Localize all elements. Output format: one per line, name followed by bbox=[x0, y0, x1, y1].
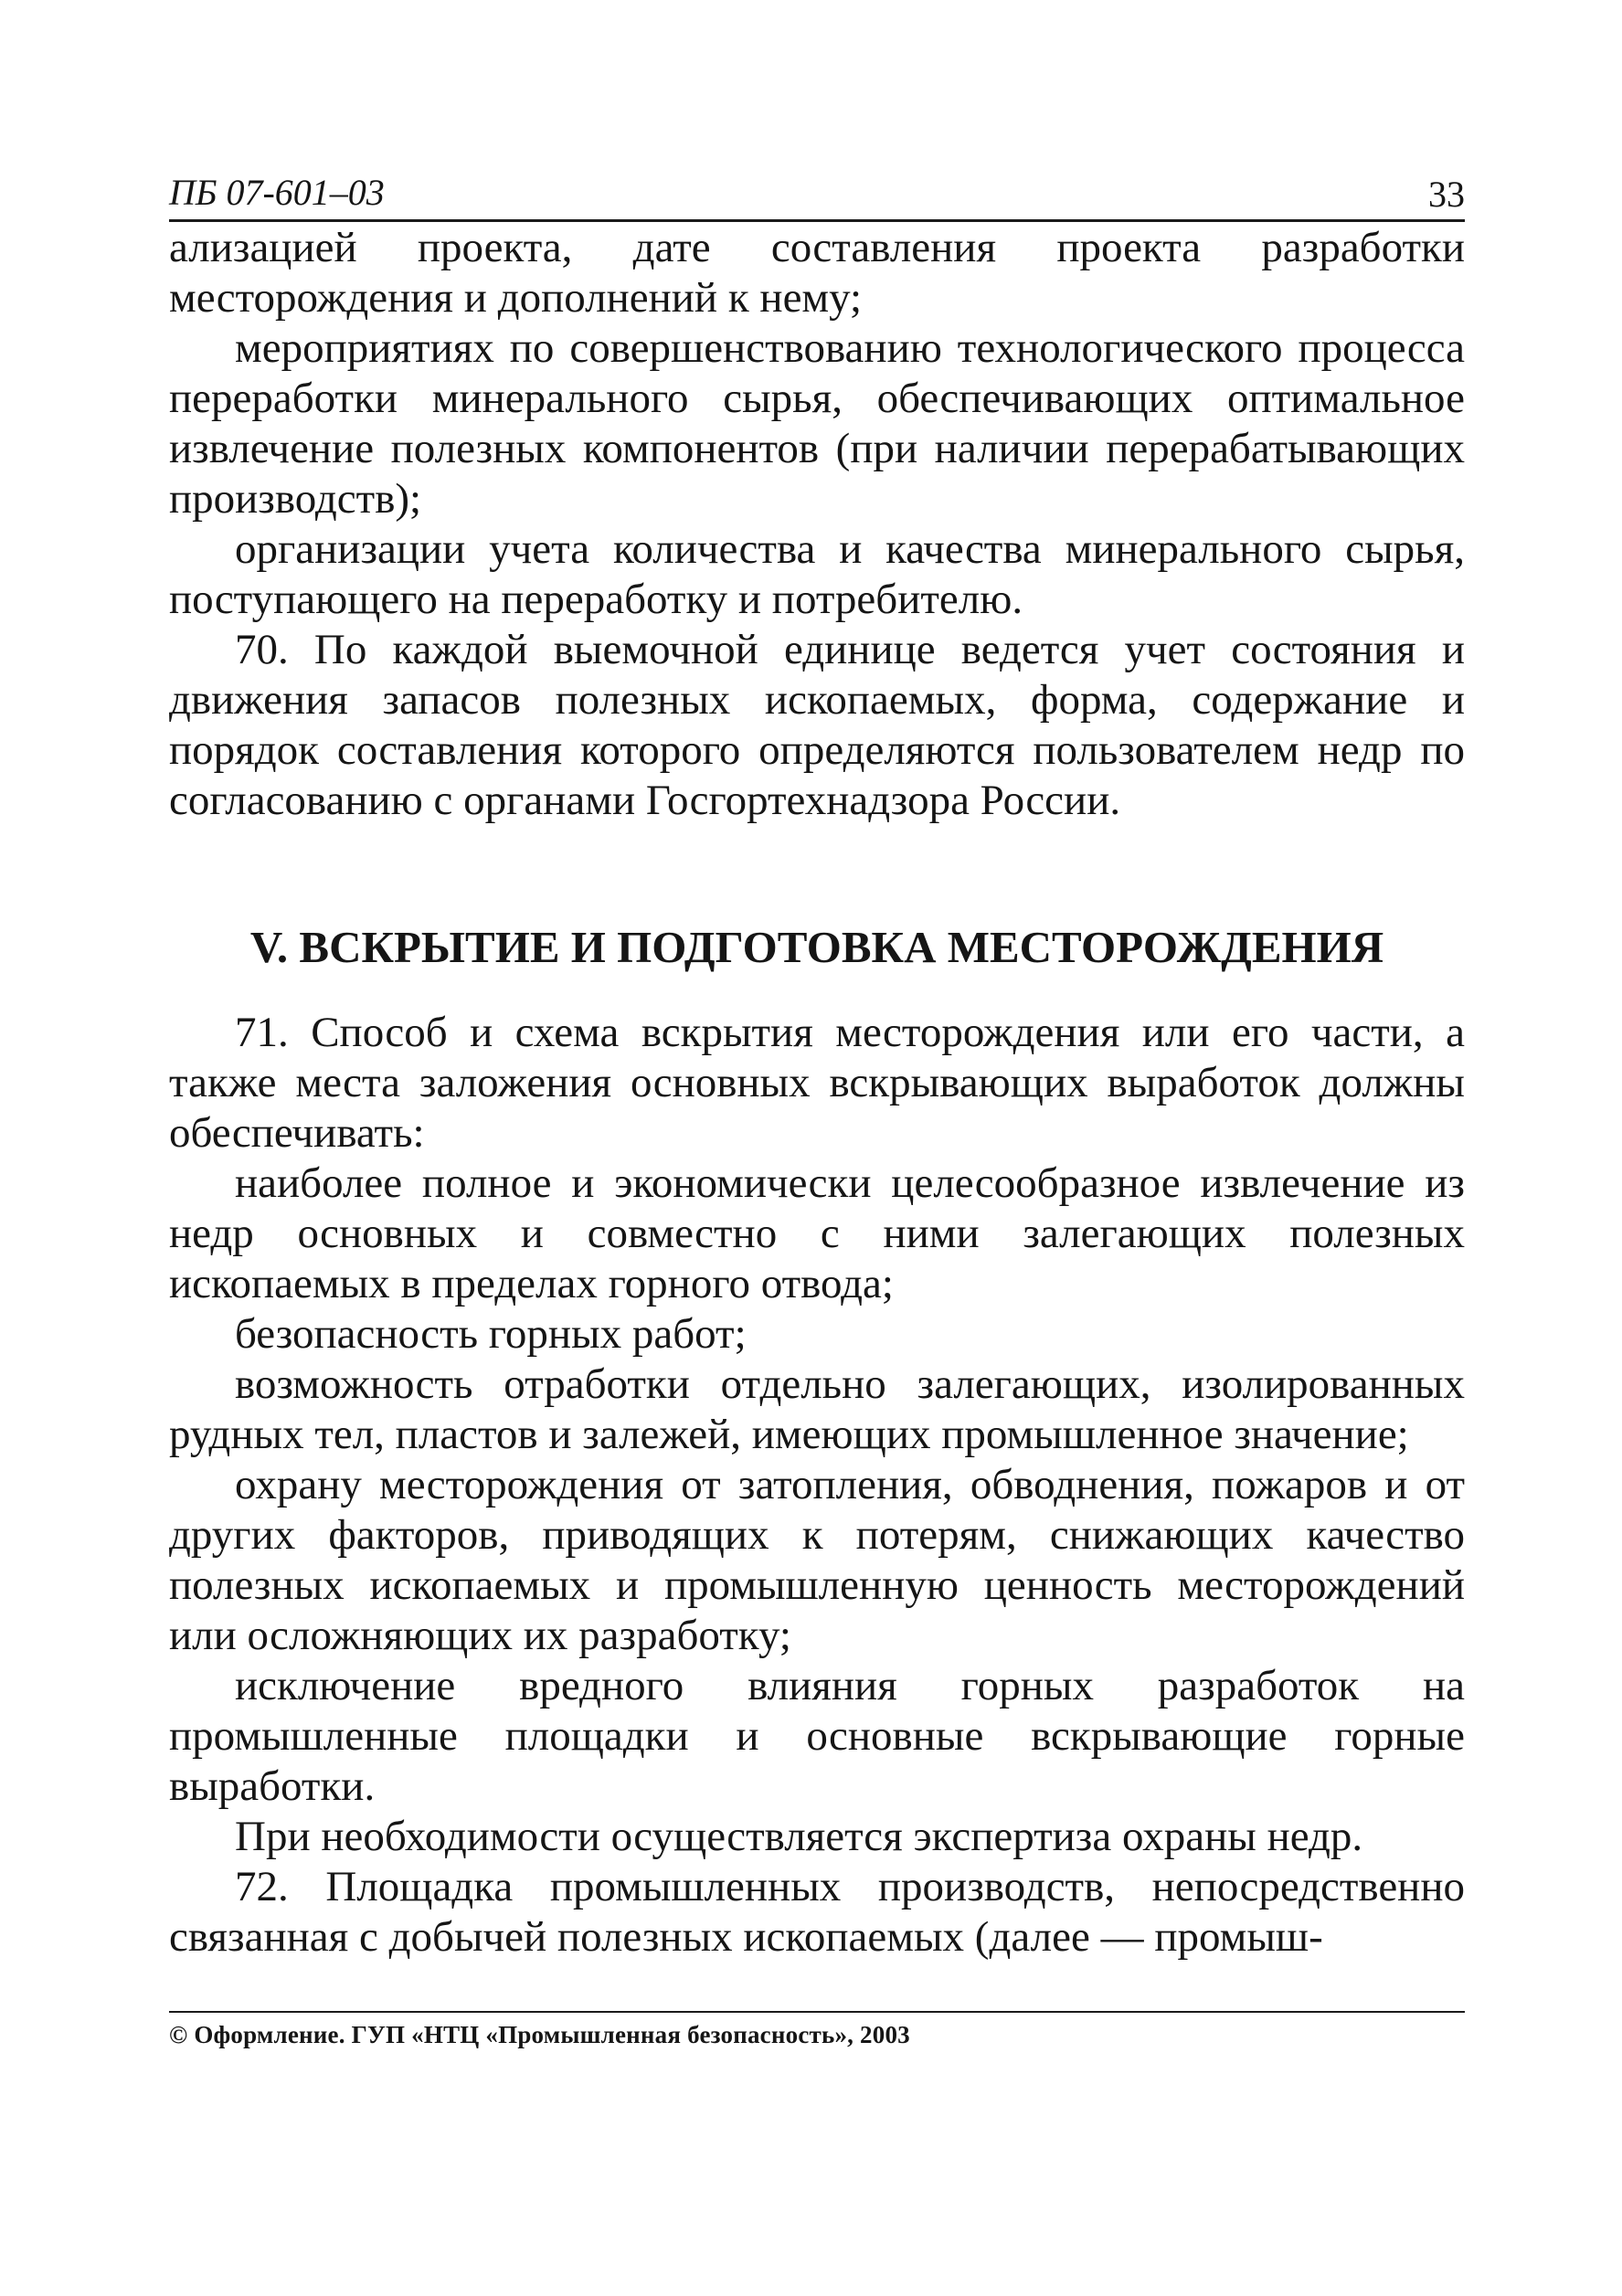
page-number: 33 bbox=[1428, 174, 1465, 215]
body-text bbox=[169, 223, 1465, 1963]
paragraph: безопасность горных работ; bbox=[235, 1310, 747, 1358]
footer-divider bbox=[169, 2011, 1465, 2013]
footer-copyright: © Оформление. ГУП «НТЦ «Промышленная безопасность», 2003 bbox=[169, 2021, 910, 2048]
paragraph: наиболее полное и экономически целесообразное извлечение из недр основных и совместно с ними залегающих полезных ископаемых в пределах горного отвода; bbox=[169, 1159, 1465, 1307]
paragraph: 70. По каждой выемочной единице ведется учет состояния и движения запасов полезных ископаемых, форма, содержание и порядок составления которого определяются пользователем недр по согласованию с органами Госгортехнадзора России. bbox=[169, 626, 1465, 824]
paragraph: 72. Площадка промышленных производств, непосредственно связанная с добычей полезных ископаемых (далее — промыш- bbox=[169, 1863, 1465, 1961]
paragraph: организации учета количества и качества минерального сырья, поступающего на переработку и потребителю. bbox=[169, 525, 1465, 623]
paragraph: 71. Способ и схема вскрытия месторождения или его части, а также места заложения основных вскрывающих выработок должны обеспечивать: bbox=[169, 1009, 1465, 1157]
document-code: ПБ 07-601–03 bbox=[169, 172, 385, 213]
paragraph: охрану месторождения от затопления, обводнения, пожаров и от других факторов, приводящих к потерям, снижающих качество полезных ископаемых и промышленную ценность месторождений или осложняющих их разработку; bbox=[169, 1461, 1465, 1659]
paragraph: При необходимости осуществляется экспертиза охраны недр. bbox=[235, 1813, 1363, 1860]
paragraph: исключение вредного влияния горных разработок на промышленные площадки и основные вскрывающие горные выработки. bbox=[169, 1662, 1465, 1810]
paragraph: ализацией проекта, дате составления проекта разработки месторождения и дополнений к нему; bbox=[169, 224, 1465, 322]
paragraph: возможность отработки отдельно залегающих, изолированных рудных тел, пластов и залежей, имеющих промышленное значение; bbox=[169, 1360, 1465, 1458]
paragraph: мероприятиях по совершенствованию технологического процесса переработки минерального сырья, обеспечивающих оптимальное извлечение полезных компонентов (при наличии перерабатывающих производств); bbox=[169, 324, 1465, 523]
section-heading: V. ВСКРЫТИЕ И ПОДГОТОВКА МЕСТОРОЖДЕНИЯ bbox=[249, 922, 1384, 972]
page-header bbox=[169, 163, 1465, 222]
